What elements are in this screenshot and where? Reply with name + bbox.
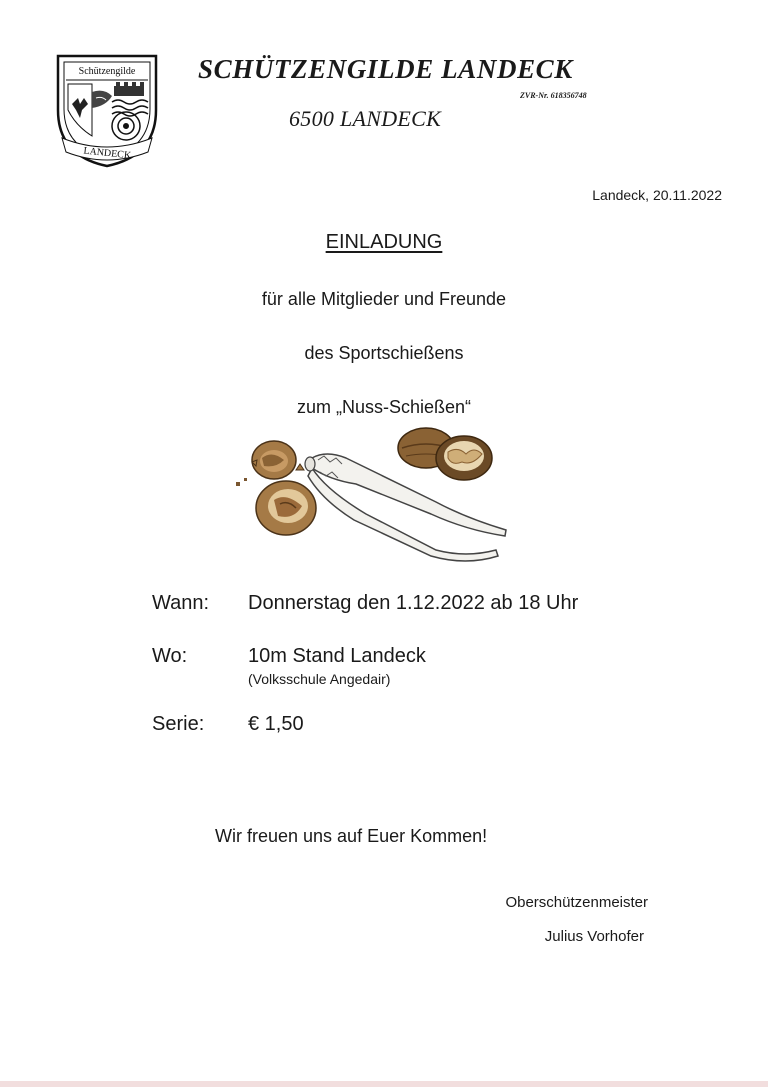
nutcracker-illustration — [226, 420, 526, 570]
where-subtext: (Volksschule Angedair) — [248, 671, 391, 687]
invitation-line-2: des Sportschießens — [304, 343, 464, 363]
page-bottom-edge — [0, 1081, 768, 1087]
when-value: Donnerstag den 1.12.2022 ab 18 Uhr — [248, 592, 579, 614]
invitation-title: EINLADUNG — [325, 231, 443, 253]
logo-text-bottom: LANDECK — [82, 145, 132, 162]
club-city: 6500 LANDECK — [289, 106, 442, 131]
invitation-line-3: zum „Nuss-Schießen“ — [296, 397, 472, 417]
where-label: Wo: — [152, 645, 188, 667]
invitation-line-1: für alle Mitglieder und Freunde — [261, 289, 507, 309]
club-logo — [52, 52, 162, 170]
series-label: Serie: — [152, 713, 205, 735]
signatory-name: Julius Vorhofer — [544, 928, 644, 945]
walnut-shell-half-icon — [252, 441, 296, 479]
cracked-walnut-icon — [256, 481, 316, 535]
series-price: € 1,50 — [248, 713, 304, 735]
logo-text-top: Schützengilde — [78, 66, 136, 77]
club-name: SCHÜTZENGILDE LANDECK — [198, 54, 573, 84]
open-walnut-icon — [436, 436, 492, 480]
when-label: Wann: — [152, 592, 210, 614]
zvr-number: ZVR-Nr. 618356748 — [520, 91, 587, 100]
closing-line: Wir freuen uns auf Euer Kommen! — [215, 826, 488, 846]
letter-date: Landeck, 20.11.2022 — [592, 187, 722, 203]
signatory-title: Oberschützenmeister — [505, 894, 648, 911]
where-value: 10m Stand Landeck — [248, 645, 426, 667]
